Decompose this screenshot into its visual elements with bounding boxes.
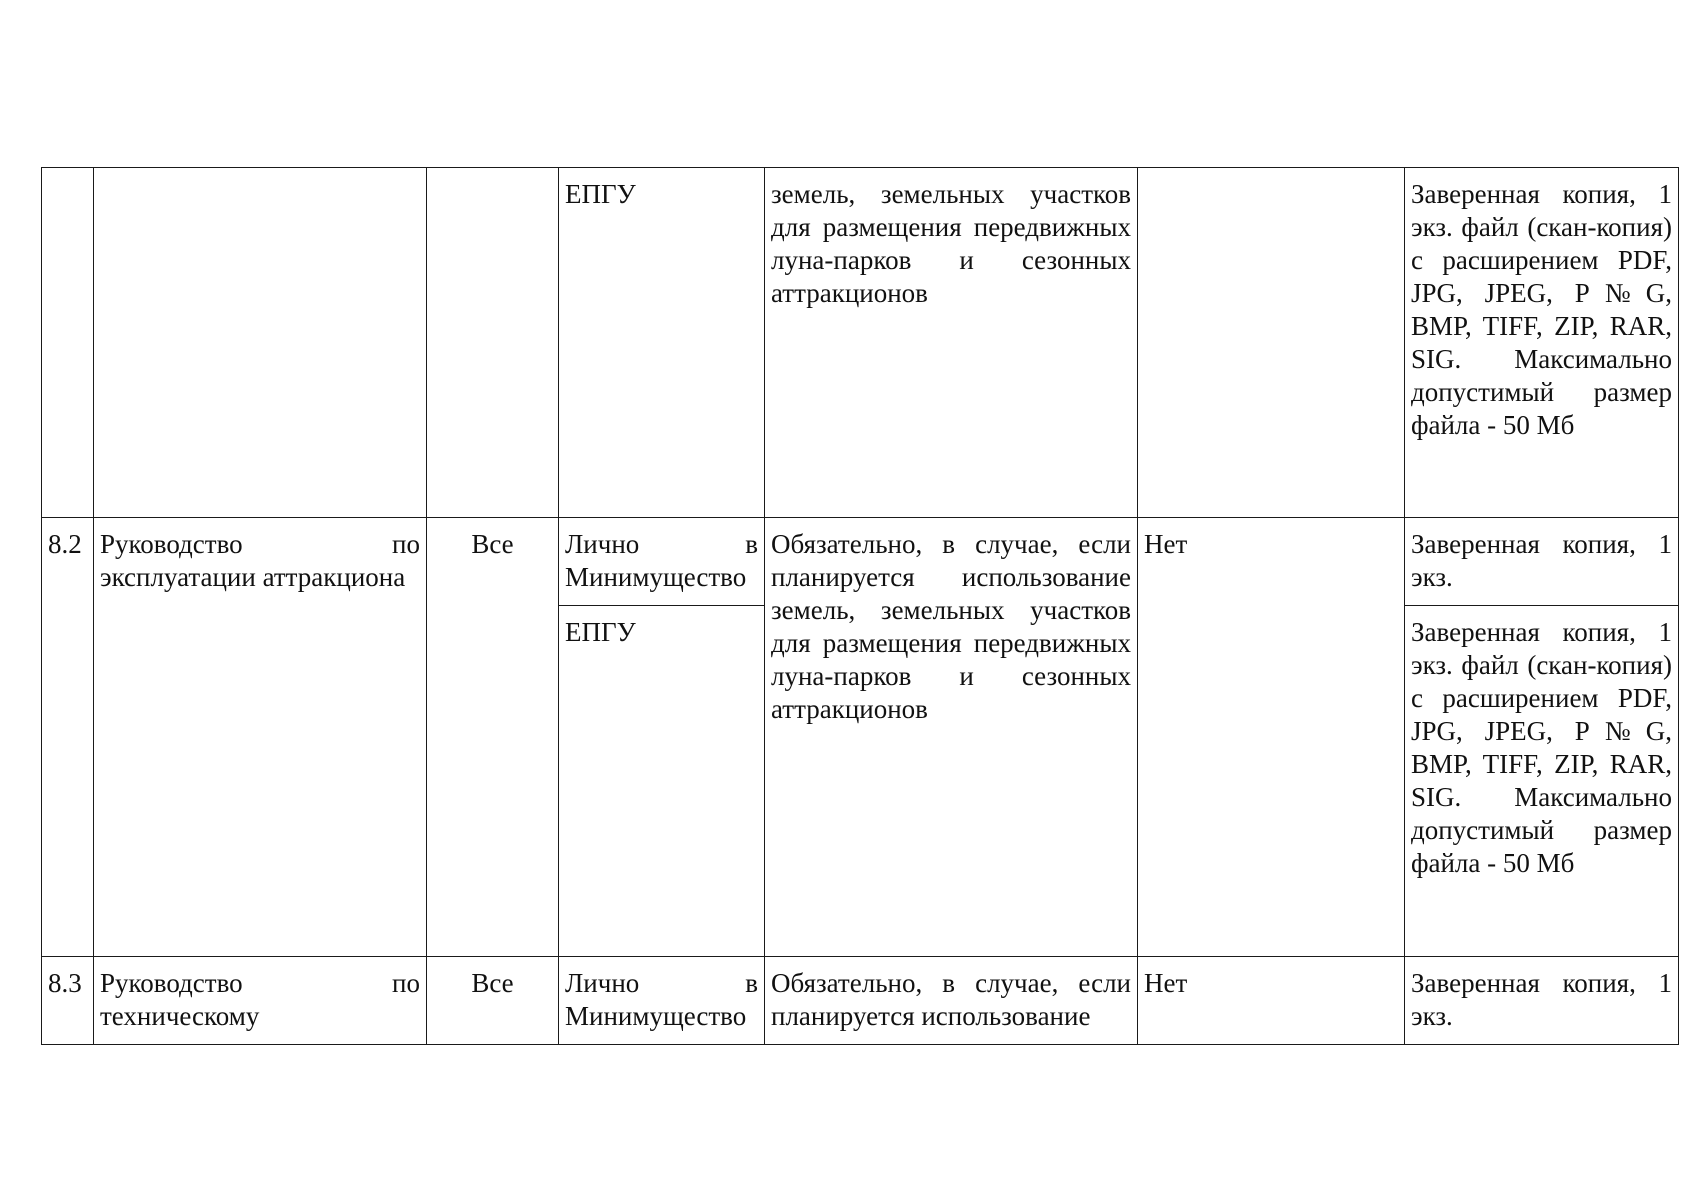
cell-document-name: Руководство по эксплуатации аттракциона bbox=[94, 517, 427, 956]
cell-document-name: Руководство по техническому bbox=[94, 956, 427, 1044]
cell-condition: земель, земельных участков для размещения передвижных луна-парков и сезонных аттракционов bbox=[765, 168, 1138, 518]
cell-requirements: Заверенная копия, 1 экз. bbox=[1405, 956, 1679, 1044]
cell-applicant-category: Все bbox=[427, 517, 559, 956]
cell-requirements: Заверенная копия, 1 экз. файл (скан-копия) с расширением PDF, JPG, JPEG, P№G, BMP, TIFF, ZIP, RAR, SIG. Максимально допустимый размер файла - 50 Мб bbox=[1405, 168, 1679, 518]
cell-requirements: Заверенная копия, 1 экз. bbox=[1405, 517, 1679, 605]
cell-number: 8.3 bbox=[42, 956, 94, 1044]
documents-table bbox=[41, 167, 1679, 1045]
cell-applicant-category bbox=[427, 168, 559, 518]
cell-submission-channel: Лично в Минимущество bbox=[559, 956, 765, 1044]
table-row bbox=[42, 517, 1679, 605]
table-row bbox=[42, 168, 1679, 518]
cell-self-provided bbox=[1138, 168, 1405, 518]
cell-condition: Обязательно, в случае, если планируется использование земель, земельных участков для размещения передвижных луна-парков и сезонных аттракционов bbox=[765, 517, 1138, 956]
cell-condition: Обязательно, в случае, если планируется использование bbox=[765, 956, 1138, 1044]
table-row bbox=[42, 956, 1679, 1044]
cell-submission-channel: ЕПГУ bbox=[559, 605, 765, 956]
cell-document-name bbox=[94, 168, 427, 518]
cell-requirements: Заверенная копия, 1 экз. файл (скан-копия) с расширением PDF, JPG, JPEG, P№G, BMP, TIFF, ZIP, RAR, SIG. Максимально допустимый размер файла - 50 Мб bbox=[1405, 605, 1679, 956]
cell-self-provided: Нет bbox=[1138, 517, 1405, 956]
cell-number: 8.2 bbox=[42, 517, 94, 956]
cell-submission-channel: Лично в Минимущество bbox=[559, 517, 765, 605]
cell-number bbox=[42, 168, 94, 518]
cell-submission-channel: ЕПГУ bbox=[559, 168, 765, 518]
cell-applicant-category: Все bbox=[427, 956, 559, 1044]
cell-self-provided: Нет bbox=[1138, 956, 1405, 1044]
